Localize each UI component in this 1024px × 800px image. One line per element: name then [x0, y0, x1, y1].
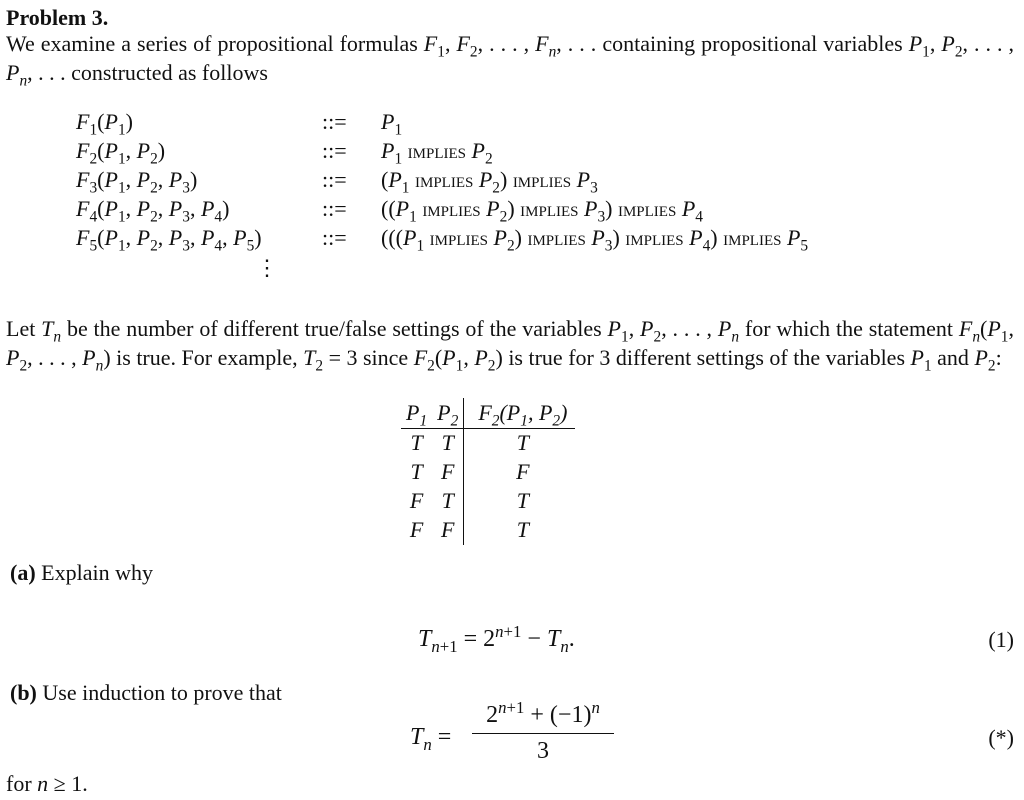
definition-lhs: $F_4(P_1$, $P_2$, $P_3$, $P_4$) [76, 196, 230, 226]
part-a-label: (a) [10, 560, 36, 585]
intro-text-suffix: constructed as follows [65, 59, 268, 85]
intro-paragraph: We examine a series of propositional formulas $F_1$, $F_2$, . . . , $F_n$, . . . containing propositional variables $P_1$, $P_2$, . . . , $P_n$, . . . constructed as follows [6, 31, 1015, 89]
paragraph-text: is true. For example, [110, 344, 304, 370]
table-cell: F [441, 517, 455, 543]
table-cell: T [464, 516, 576, 545]
header-f2: $F_2(P_1$, $P_2$) [464, 398, 576, 429]
definition-row [76, 224, 976, 254]
intro-text-mid: containing propositional variables [596, 31, 909, 56]
definition-rhs: ($P_1$ implies $P_2$) implies $P_3$ [381, 167, 598, 197]
header-p2: $P_2$ [432, 398, 464, 429]
part-a-text: Explain why [41, 560, 153, 585]
definition-operator: ::= [322, 167, 347, 192]
problem-heading: Problem 3. [6, 5, 109, 30]
table-cell: T [410, 430, 423, 456]
table-cell: F [441, 459, 455, 485]
equation-number-1: (1) [988, 627, 1014, 652]
paragraph-text: be the number of different true/false settings of the variables [61, 316, 608, 341]
implies-keyword: implies [527, 225, 586, 250]
table-row [401, 458, 575, 487]
definition-rhs: $P_1$ implies $P_2$ [381, 138, 493, 168]
paragraph-text: for which the statement [739, 316, 959, 341]
definition-rhs: $P_1$ [381, 109, 403, 139]
part-b-text: Use induction to prove that [42, 680, 282, 705]
definition-lhs: $F_2(P_1$, $P_2$) [76, 138, 166, 168]
definition-row [76, 137, 976, 167]
truth-table [401, 398, 575, 545]
implies-keyword: implies [407, 138, 466, 163]
definition-lhs: $F_3(P_1$, $P_2$, $P_3$) [76, 167, 198, 197]
paragraph-text: : [995, 344, 1002, 370]
implies-keyword: implies [520, 196, 579, 221]
definition-operator: ::= [322, 196, 347, 221]
table-cell: F [464, 458, 576, 487]
implies-keyword: implies [617, 196, 677, 221]
definition-operator: ::= [322, 225, 347, 250]
table-cell: F [409, 517, 424, 543]
definition-row [76, 108, 976, 138]
definition-row [76, 166, 976, 196]
table-cell: F [409, 488, 424, 514]
closing-condition: for n ≥ 1. [6, 771, 88, 796]
paragraph-text: is true for 3 different settings of the variables [502, 344, 911, 370]
table-row [401, 516, 575, 545]
table-row [401, 429, 575, 459]
closed-form-equation [410, 700, 630, 770]
continuation-dots: ⋮ [256, 255, 278, 280]
problem-page [6, 0, 1016, 800]
paragraph-text: Let [6, 316, 42, 341]
table-cell: T [464, 429, 576, 459]
table-cell: T [464, 487, 576, 516]
implies-keyword: implies [429, 225, 488, 250]
paragraph-text: = 3 since [323, 344, 414, 370]
table-row [401, 487, 575, 516]
implies-keyword: implies [625, 225, 684, 250]
part-b [10, 679, 282, 708]
definition-operator: ::= [322, 109, 347, 134]
intro-text-prefix: We examine a series of propositional formulas [6, 31, 424, 56]
definition-lhs: $F_5(P_1$, $P_2$, $P_3$, $P_4$, $P_5$) [76, 225, 262, 255]
header-p1: $P_1$ [401, 398, 432, 429]
paragraph-text: and [931, 344, 975, 370]
implies-keyword: implies [723, 225, 782, 250]
table-cell: T [441, 430, 454, 456]
implies-keyword: implies [414, 167, 474, 192]
fraction-denominator: 3 [537, 738, 549, 765]
closed-form-fraction [472, 700, 614, 767]
equation-number-star: (*) [988, 725, 1014, 750]
definition-operator: ::= [322, 138, 347, 163]
closing-suffix: . [82, 771, 88, 796]
implies-keyword: implies [422, 196, 481, 221]
definition-lhs: $F_1(P_1)$ [76, 109, 133, 139]
truth-table-header-row [401, 398, 575, 429]
recurrence-equation: $T_{n+1} = 2^{n+1} - T_n$. [418, 622, 575, 656]
fraction-numerator: $2^{n+1} + (-1)^n$ [486, 698, 600, 728]
table-cell: T [410, 459, 423, 485]
part-a [10, 559, 153, 588]
table-cell: T [441, 488, 454, 514]
closed-form-lhs: $T_n$ = [410, 724, 452, 754]
count-paragraph: Let $T_n$ be the number of different true/false settings of the variables $P_1$, $P_2$, . . . , $P_n$ for which the statement $F_n(P_1$, $P_2$, . . . , $P_n$) is true. For example, $T_2 = 3$ since $F_2(P_1$, $P_2$) is true for 3 different settings of the variables $P_1$ and $P_2$: [6, 316, 1014, 374]
definition-rhs: (($P_1$ implies $P_2$) implies $P_3$) implies $P_4$ [381, 196, 703, 226]
definition-rhs: ((($P_1$ implies $P_2$) implies $P_3$) implies $P_4$) implies $P_5$ [381, 225, 809, 255]
implies-keyword: implies [512, 167, 572, 192]
part-b-label: (b) [10, 680, 37, 705]
definition-row [76, 195, 976, 225]
closing-prefix: for [6, 771, 38, 796]
